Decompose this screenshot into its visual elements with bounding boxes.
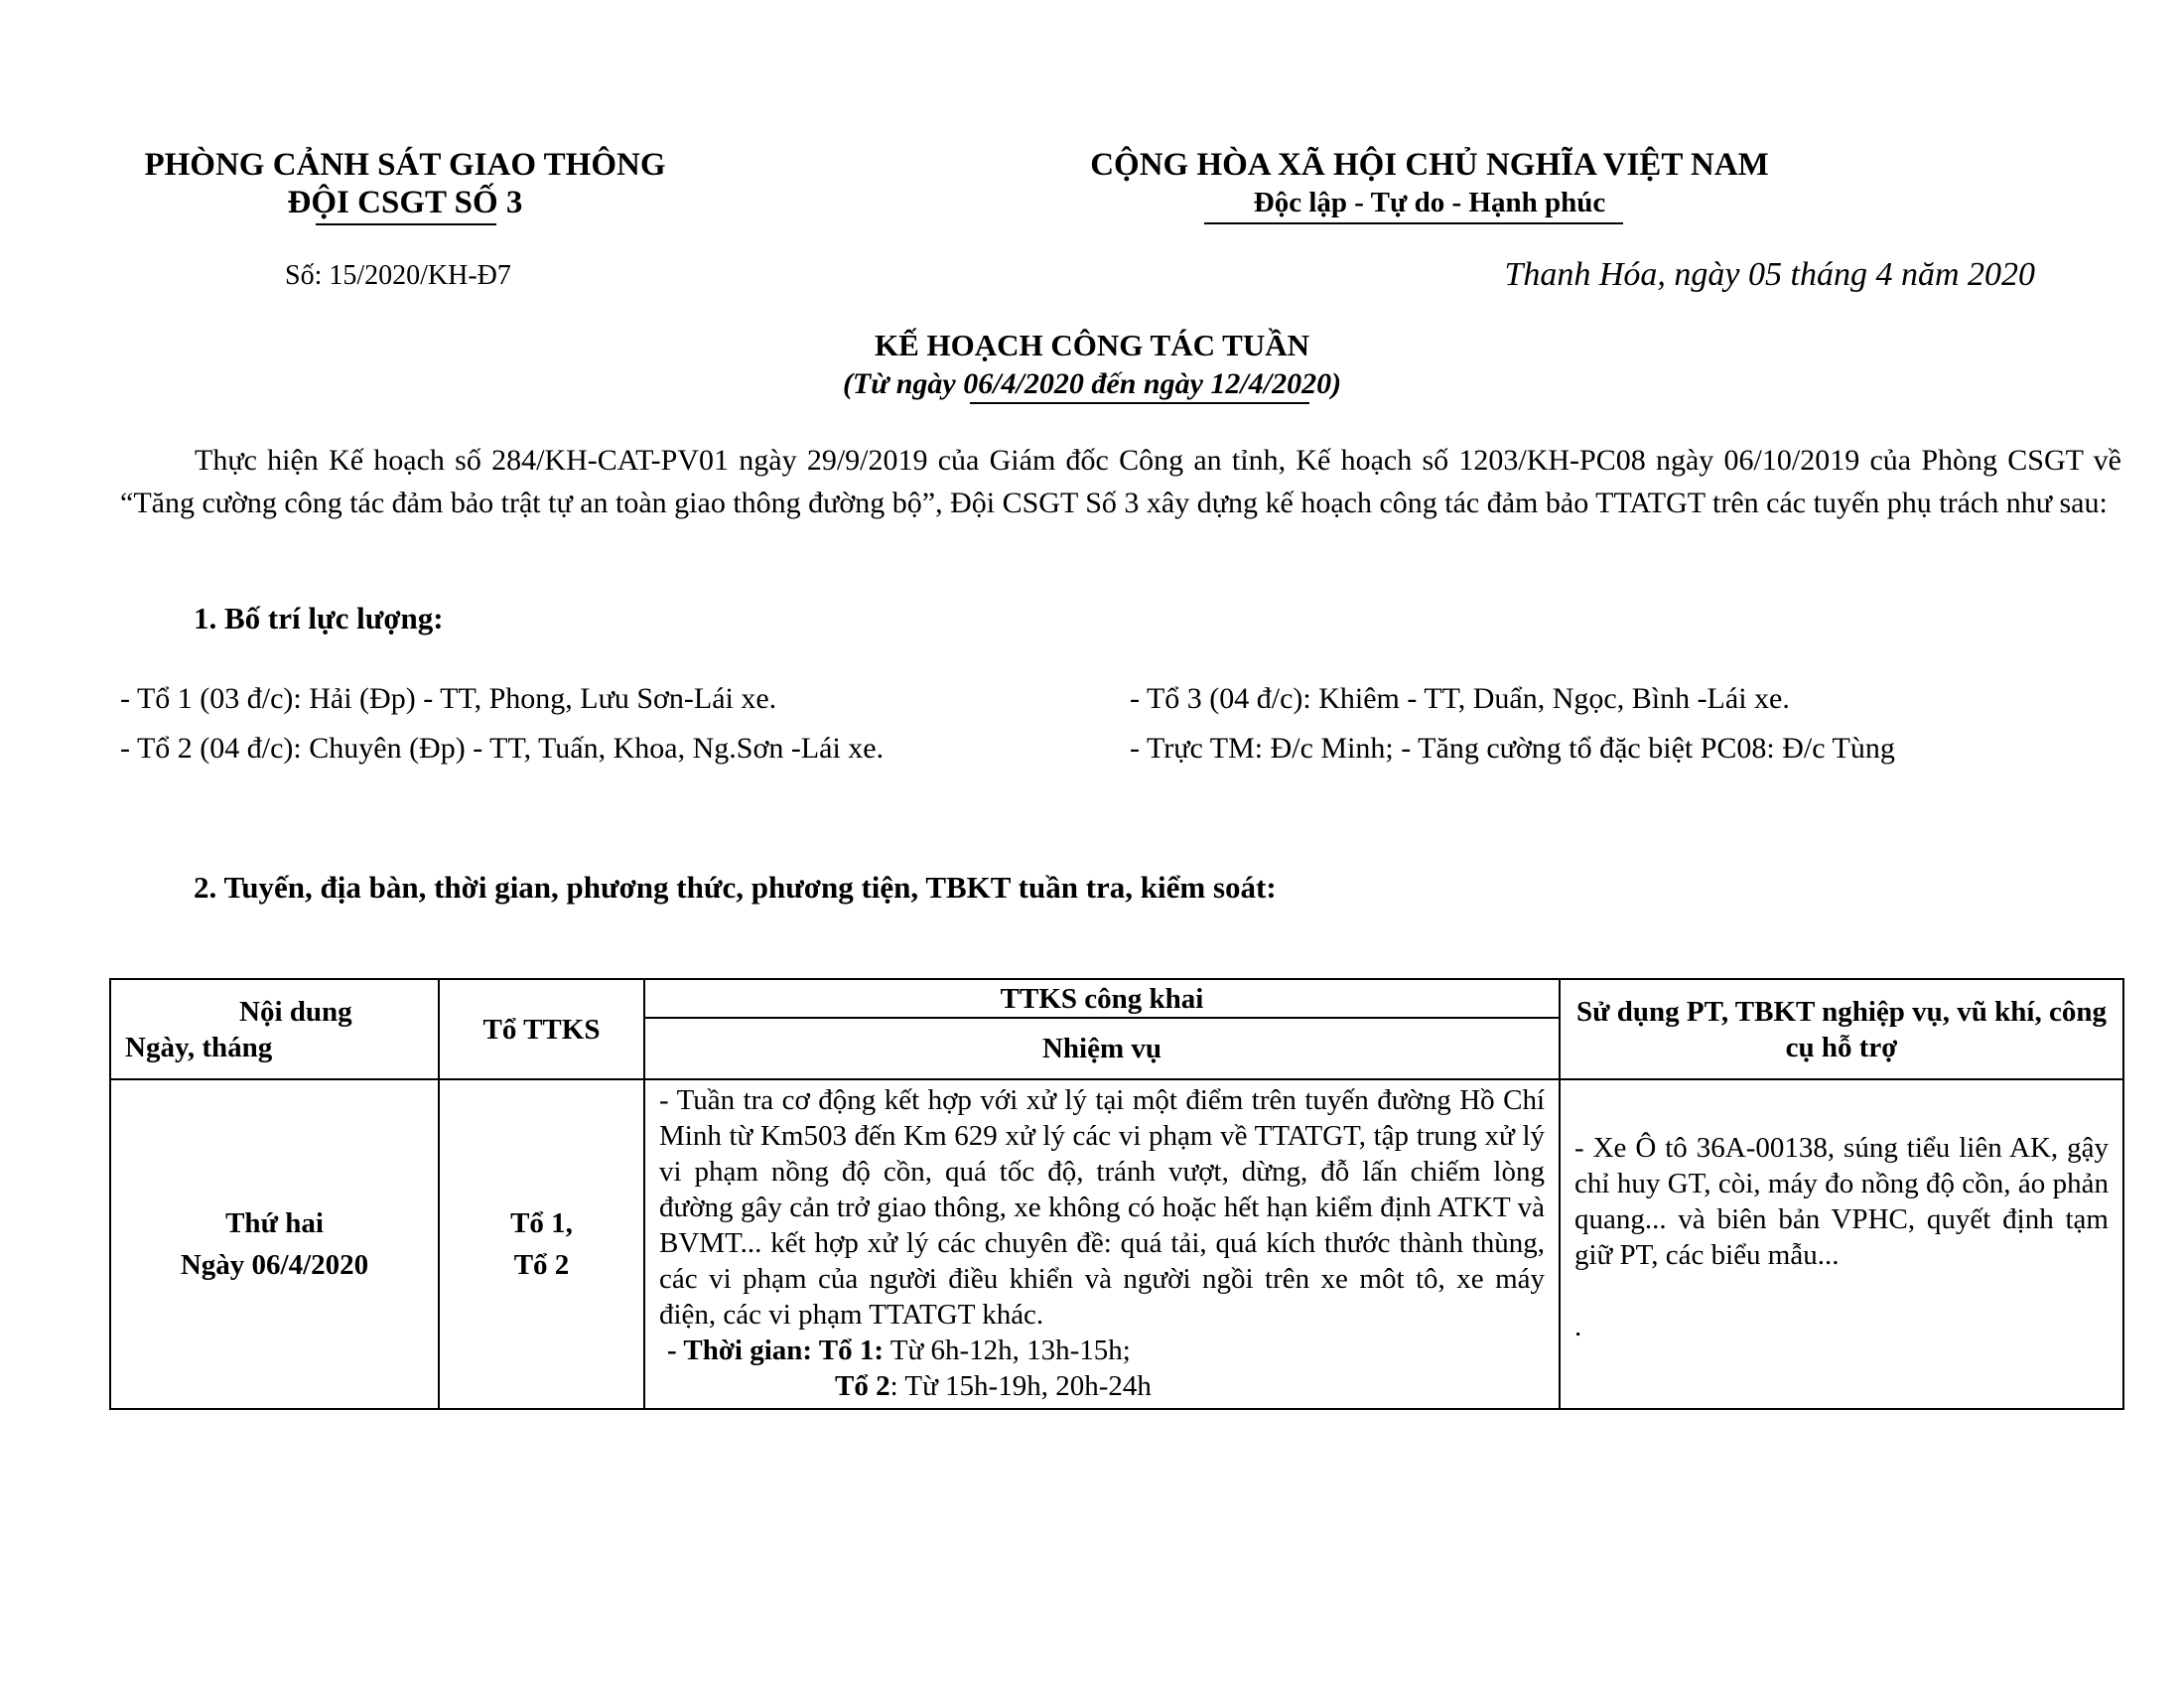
time-line-2: [659, 1368, 1545, 1404]
document-title: KẾ HOẠCH CÔNG TÁC TUẦN: [874, 328, 1310, 362]
team-3-line: - Tổ 3 (04 đ/c): Khiêm - TT, Duẩn, Ngọc, Bình -Lái xe.: [1130, 682, 1790, 715]
header-public-control: TTKS công khai: [644, 979, 1560, 1018]
time-team-2-label: Tổ 2: [835, 1370, 890, 1402]
document-period: (Từ ngày 06/4/2020 đến ngày 12/4/2020): [842, 367, 1342, 400]
task-cell: [644, 1079, 1560, 1409]
place-and-date: Thanh Hóa, ngày 05 tháng 4 năm 2020: [1504, 256, 2035, 293]
nation-name: CỘNG HÒA XÃ HỘI CHỦ NGHĨA VIỆT NAM: [1090, 147, 1769, 183]
nation-motto: Độc lập - Tự do - Hạnh phúc: [1253, 187, 1606, 218]
day-date: Ngày 06/4/2020: [180, 1249, 369, 1281]
time-team-2: : Từ 15h-19h, 20h-24h: [889, 1370, 1152, 1402]
time-line-1: [659, 1333, 1545, 1368]
header-content: Nội dung: [239, 995, 352, 1028]
plan-table: [109, 978, 2124, 1410]
header-team: Tổ TTKS: [439, 979, 644, 1079]
table-row: [110, 1079, 2123, 1409]
day-cell: [110, 1079, 439, 1409]
team-1-line: - Tổ 1 (03 đ/c): Hải (Đp) - TT, Phong, Lưu Sơn-Lái xe.: [120, 682, 777, 715]
duty-line: - Trực TM: Đ/c Minh; - Tăng cường tổ đặc biệt PC08: Đ/c Tùng: [1130, 732, 1895, 765]
header-equipment: Sử dụng PT, TBKT nghiệp vụ, vũ khí, công cụ hỗ trợ: [1560, 979, 2123, 1079]
team-underline: [316, 223, 496, 225]
task-description: - Tuần tra cơ động kết hợp với xử lý tại một điểm trên tuyến đường Hồ Chí Minh từ Km503 đến Km 629 xử lý các vi phạm về TTATGT, tập trung xử lý vi phạm nồng độ cồn, quá tốc độ, tránh vượt, dừng, đỗ lấn chiếm lòng đường gây cản trở giao thông, xe không có hoặc hết hạn kiểm định ATKT và BVMT... kết hợp xử lý các chuyên đề: quá tải, quá kích thước thành thùng, các vi phạm của người điều khiển và người ngồi trên xe môt tô, xe máy điện, các vi phạm TTATGT khác.: [659, 1084, 1545, 1331]
header-task: Nhiệm vụ: [644, 1018, 1560, 1079]
document-number: Số: 15/2020/KH-Đ7: [285, 260, 511, 291]
section-1-heading: 1. Bố trí lực lượng:: [194, 601, 444, 635]
header-content-date: [110, 979, 439, 1079]
period-underline: [970, 402, 1309, 404]
motto-underline: [1204, 222, 1623, 224]
equipment-cell: [1560, 1079, 2123, 1409]
equipment-extra: .: [1574, 1311, 1582, 1342]
team-line-1: Tổ 1,: [510, 1207, 573, 1239]
day-name: Thứ hai: [225, 1207, 324, 1239]
org-name: PHÒNG CẢNH SÁT GIAO THÔNG: [144, 147, 666, 183]
section-2-heading: 2. Tuyến, địa bàn, thời gian, phương thức, phương tiện, TBKT tuần tra, kiểm soát:: [194, 870, 1277, 905]
team-name: ĐỘI CSGT SỐ 3: [287, 185, 523, 220]
intro-paragraph: Thực hiện Kế hoạch số 284/KH-CAT-PV01 ngày 29/9/2019 của Giám đốc Công an tỉnh, Kế hoạch số 1203/KH-PC08 ngày 06/10/2019 của Phòng CSGT về “Tăng cường công tác đảm bảo trật tự an toàn giao thông đường bộ”, Đội CSGT Số 3 xây dựng kế hoạch công tác đảm bảo TTATGT trên các tuyến phụ trách như sau:: [120, 444, 2121, 519]
time-label: - Thời gian: Tổ 1:: [667, 1335, 885, 1366]
team-2-line: - Tổ 2 (04 đ/c): Chuyên (Đp) - TT, Tuấn, Khoa, Ng.Sơn -Lái xe.: [120, 732, 885, 765]
team-line-2: Tổ 2: [513, 1249, 570, 1281]
equipment-description: - Xe Ô tô 36A-00138, súng tiểu liên AK, gậy chỉ huy GT, còi, máy đo nồng độ cồn, áo phản quang... và biên bản VPHC, quyết định tạm giữ PT, các biểu mẫu...: [1574, 1132, 2109, 1271]
team-cell: [439, 1079, 644, 1409]
header-date: Ngày, tháng: [125, 1031, 273, 1063]
time-team-1: Từ 6h-12h, 13h-15h;: [884, 1335, 1131, 1366]
